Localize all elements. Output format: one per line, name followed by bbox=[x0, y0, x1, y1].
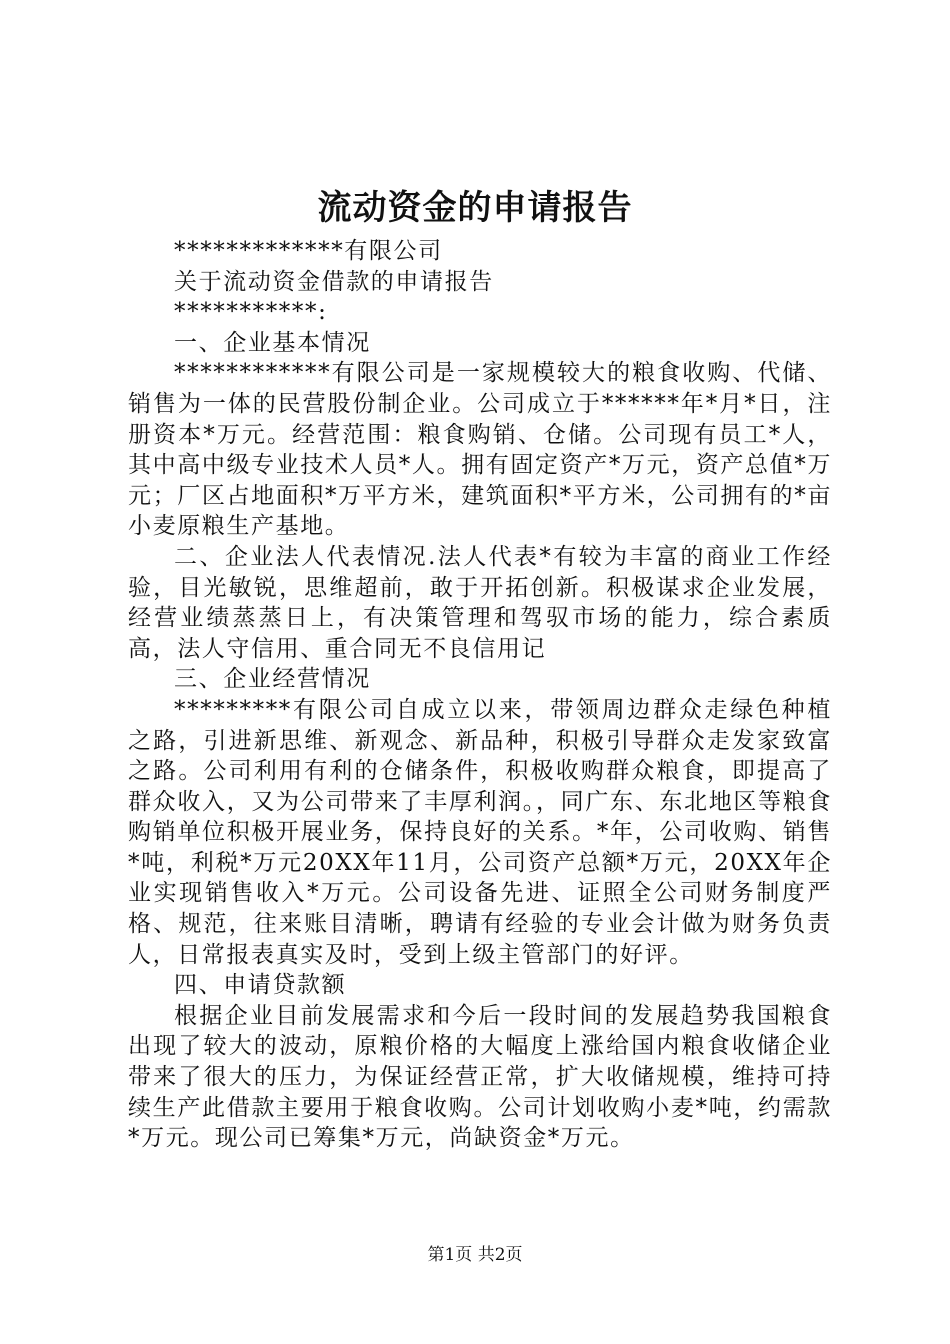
page-number-footer: 第1页 共2页 bbox=[427, 1245, 523, 1265]
paragraph-operations: *********有限公司自成立以来，带领周边群众走绿色种植之路，引进新思维、新观念、新品种，积极引导群众走发家致富之路。公司利用有利的仓储条件，积极收购群众粮食，即提高了群众收入，又为公司带来了丰厚利润。，同广东、东北地区等粮食购销单位积极开展业务，保持良好的关系。*年，公司收购、销售*吨，利税*万元20XX年11月，公司资产总额*万元，20XX年企业实现销售收入*万元。公司设备先进、证照全公司财务制度严格、规范，往来账目清晰，聘请有经验的专业会计做为财务负责人，日常报表真实及时，受到上级主管部门的好评。 bbox=[128, 696, 832, 968]
section-heading-basic-info: 一、企业基本情况 bbox=[174, 329, 371, 356]
company-name-line: *************有限公司 bbox=[174, 238, 443, 264]
salutation: ***********: bbox=[174, 299, 328, 326]
section-heading-operations: 三、企业经营情况 bbox=[174, 666, 371, 693]
paragraph-legal-representative: 二、企业法人代表情况.法人代表*有较为丰富的商业工作经验，目光敏锐，思维超前，敢于开拓创新。积极谋求企业发展，经营业绩蒸蒸日上，有决策管理和驾驭市场的能力，综合素质高，法人守信用、重合同无不良信用记 bbox=[128, 543, 832, 662]
paragraph-basic-info: ************有限公司是一家规模较大的粮食收购、代储、销售为一体的民营股份制企业。公司成立于******年*月*日，注册资本*万元。经营范围：粮食购销、仓储。公司现有员工*人，其中高中级专业技术人员*人。拥有固定资产*万元，资产总值*万元；厂区占地面积*万平方米，建筑面积*平方米，公司拥有的*亩小麦原粮生产基地。 bbox=[128, 360, 832, 540]
section-heading-loan-amount: 四、申请贷款额 bbox=[174, 972, 347, 999]
paragraph-loan-amount: 根据企业目前发展需求和今后一段时间的发展趋势我国粮食出现了较大的波动，原粮价格的大幅度上涨给国内粮食收储企业带来了很大的压力，为保证经营正常，扩大收储规模，维持可持续生产此借款主要用于粮食收购。公司计划收购小麦*吨，约需款*万元。现公司已筹集*万元，尚缺资金*万元。 bbox=[128, 1002, 832, 1152]
document-title: 流动资金的申请报告 bbox=[317, 188, 633, 228]
document-body bbox=[128, 236, 832, 1154]
report-subtitle: 关于流动资金借款的申请报告 bbox=[174, 268, 494, 295]
